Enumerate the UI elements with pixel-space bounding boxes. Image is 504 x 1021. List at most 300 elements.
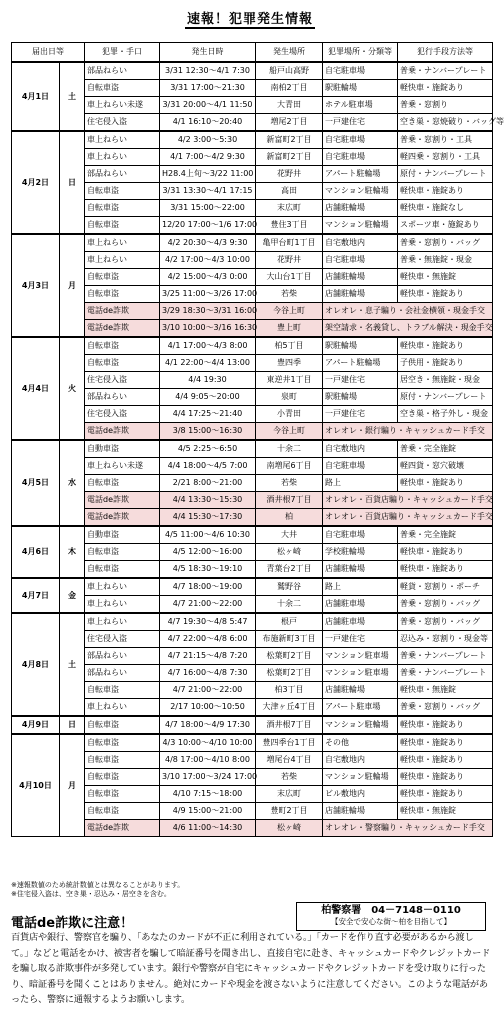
- place-cell: 末広町: [256, 786, 323, 803]
- time-cell: 4/7 19:30～4/8 5:47: [160, 613, 256, 631]
- place-cell: 花野井: [256, 252, 323, 269]
- day-group: [12, 734, 493, 837]
- table-row: [12, 509, 493, 527]
- method-cell: 空き巣・格子外し・現金: [398, 406, 493, 423]
- place-cell: 豊四季台1丁目: [256, 734, 323, 752]
- fraud-detail-cell: 架空請求・名義貸し、トラブル解決・現金手交: [323, 320, 493, 338]
- day-group: [12, 578, 493, 613]
- place-cell: 大津ヶ丘4丁目: [256, 699, 323, 717]
- crime-type-cell: 車上ねらい: [85, 234, 160, 252]
- method-cell: 軽四乗・窓割り・工具: [398, 149, 493, 166]
- day-group: [12, 613, 493, 716]
- table-row: [12, 372, 493, 389]
- method-cell: 軽快車・施錠あり: [398, 561, 493, 579]
- time-cell: 4/2 17:00～4/3 10:00: [160, 252, 256, 269]
- day-group: [12, 716, 493, 734]
- crime-type-cell: 部品ねらい: [85, 648, 160, 665]
- location-type-cell: マンション駐車場: [323, 648, 398, 665]
- place-cell: 柏: [256, 509, 323, 527]
- time-cell: 4/7 21:00～22:00: [160, 682, 256, 699]
- method-cell: 軽快車・施錠あり: [398, 769, 493, 786]
- method-cell: 軽快車・施錠あり: [398, 183, 493, 200]
- place-cell: 新富町2丁目: [256, 131, 323, 149]
- table-row: [12, 337, 493, 355]
- crime-type-cell: 部品ねらい: [85, 166, 160, 183]
- crime-table: [11, 42, 504, 837]
- time-cell: 4/8 17:00～4/10 8:00: [160, 752, 256, 769]
- method-cell: 軽快車・施錠あり: [398, 786, 493, 803]
- method-cell: 普乗・ナンバープレート: [398, 62, 493, 80]
- weekday-cell: 水: [60, 440, 85, 526]
- table-row: [12, 97, 493, 114]
- location-type-cell: マンション駐輪場: [323, 716, 398, 734]
- method-cell: 普乗・完全施錠: [398, 526, 493, 544]
- method-cell: 普乗・無施錠・現金: [398, 252, 493, 269]
- table-row: [12, 769, 493, 786]
- location-type-cell: マンション駐輪場: [323, 217, 398, 235]
- date-cell: 4月3日: [12, 234, 60, 337]
- method-cell: 軽快車・施錠あり: [398, 716, 493, 734]
- weekday-cell: 月: [60, 234, 85, 337]
- method-cell: 軽快車・施錠あり: [398, 286, 493, 303]
- crime-type-cell: 自転車盗: [85, 337, 160, 355]
- table-row: [12, 492, 493, 509]
- crime-type-cell: 住宅侵入盗: [85, 114, 160, 132]
- place-cell: 根戸: [256, 613, 323, 631]
- table-row: [12, 682, 493, 699]
- place-cell: 豊住3丁目: [256, 217, 323, 235]
- location-type-cell: ビル敷地内: [323, 786, 398, 803]
- table-row: [12, 699, 493, 717]
- crime-type-cell: 電話de詐欺: [85, 492, 160, 509]
- table-row: [12, 62, 493, 80]
- time-cell: 4/1 17:00～4/3 8:00: [160, 337, 256, 355]
- footnote: ※速報数値のため統計数値とは異なることがあります。: [11, 881, 185, 889]
- table-row: [12, 200, 493, 217]
- day-group: [12, 337, 493, 440]
- location-type-cell: アパート駐輪場: [323, 355, 398, 372]
- time-cell: 3/31 20:00～4/1 11:50: [160, 97, 256, 114]
- time-cell: 4/7 21:15～4/8 7:20: [160, 648, 256, 665]
- place-cell: 亀甲台町1丁目: [256, 234, 323, 252]
- place-cell: 酒井根7丁目: [256, 716, 323, 734]
- crime-type-cell: 自転車盗: [85, 217, 160, 235]
- time-cell: 4/2 3:00～5:30: [160, 131, 256, 149]
- weekday-cell: 日: [60, 131, 85, 234]
- table-row: [12, 734, 493, 752]
- table-header-row: [12, 43, 493, 63]
- crime-type-cell: 部品ねらい: [85, 62, 160, 80]
- table-row: [12, 114, 493, 132]
- table-row: [12, 578, 493, 596]
- crime-type-cell: 自動車盗: [85, 440, 160, 458]
- day-group: [12, 440, 493, 526]
- method-cell: 子供用・施錠あり: [398, 355, 493, 372]
- method-cell: 軽快車・無施錠: [398, 682, 493, 699]
- weekday-cell: 日: [60, 716, 85, 734]
- method-cell: 軽貨・窓割り・ポーチ: [398, 578, 493, 596]
- time-cell: H28.4上旬～3/22 11:00: [160, 166, 256, 183]
- location-type-cell: マンション駐輪場: [323, 183, 398, 200]
- crime-type-cell: 自転車盗: [85, 734, 160, 752]
- time-cell: 4/7 22:00～4/8 6:00: [160, 631, 256, 648]
- crime-type-cell: 自動車盗: [85, 526, 160, 544]
- time-cell: 2/21 8:00～21:00: [160, 475, 256, 492]
- time-cell: 3/8 15:00～16:30: [160, 423, 256, 441]
- place-cell: 豊町2丁目: [256, 803, 323, 820]
- location-type-cell: 店舗駐輪場: [323, 561, 398, 579]
- weekday-cell: 土: [60, 613, 85, 716]
- table-row: [12, 544, 493, 561]
- place-cell: 花野井: [256, 166, 323, 183]
- location-type-cell: 自宅駐車場: [323, 526, 398, 544]
- location-type-cell: 路上: [323, 475, 398, 492]
- date-cell: 4月4日: [12, 337, 60, 440]
- method-cell: 軽快車・施錠なし: [398, 200, 493, 217]
- table-row: [12, 526, 493, 544]
- time-cell: 12/20 17:00～1/6 17:00: [160, 217, 256, 235]
- table-row: [12, 561, 493, 579]
- time-cell: 3/25 11:00～3/26 17:00: [160, 286, 256, 303]
- place-cell: 末広町: [256, 200, 323, 217]
- table-row: [12, 217, 493, 235]
- date-cell: 4月6日: [12, 526, 60, 578]
- crime-type-cell: 車上ねらい: [85, 596, 160, 614]
- place-cell: 大青田: [256, 97, 323, 114]
- place-cell: 柏3丁目: [256, 682, 323, 699]
- place-cell: 船戸山高野: [256, 62, 323, 80]
- crime-type-cell: 自転車盗: [85, 183, 160, 200]
- location-type-cell: 自宅駐車場: [323, 62, 398, 80]
- table-row: [12, 406, 493, 423]
- table-row: [12, 458, 493, 475]
- method-cell: 軽快車・施錠あり: [398, 544, 493, 561]
- page-title: 速報！犯罪発生情報: [186, 12, 313, 27]
- location-type-cell: 駅駐輪場: [323, 337, 398, 355]
- table-row: [12, 613, 493, 631]
- table-row: [12, 80, 493, 97]
- location-type-cell: その他: [323, 734, 398, 752]
- table-row: [12, 355, 493, 372]
- crime-type-cell: 自転車盗: [85, 752, 160, 769]
- crime-type-cell: 電話de詐欺: [85, 509, 160, 527]
- place-cell: 泉町: [256, 389, 323, 406]
- place-cell: 若柴: [256, 475, 323, 492]
- table-row: [12, 166, 493, 183]
- method-cell: 普乗・ナンバープレート: [398, 665, 493, 682]
- time-cell: 4/7 16:00～4/8 7:30: [160, 665, 256, 682]
- crime-type-cell: 自転車盗: [85, 355, 160, 372]
- time-cell: 3/31 15:00～22:00: [160, 200, 256, 217]
- method-cell: 忍込み・窓割り・現金等: [398, 631, 493, 648]
- time-cell: 4/4 15:30～17:30: [160, 509, 256, 527]
- place-cell: 若柴: [256, 769, 323, 786]
- place-cell: 青葉台2丁目: [256, 561, 323, 579]
- place-cell: 高田: [256, 183, 323, 200]
- table-row: [12, 803, 493, 820]
- method-cell: 軽快車・施錠あり: [398, 337, 493, 355]
- method-cell: 軽快車・無施錠: [398, 269, 493, 286]
- time-cell: 4/3 10:00～4/10 10:00: [160, 734, 256, 752]
- method-cell: 普乗・窓割り・バッグ: [398, 596, 493, 614]
- place-cell: 豊四季: [256, 355, 323, 372]
- method-cell: 軽四貨・窓穴破壊: [398, 458, 493, 475]
- warning-title: 電話de詐欺に注意！: [11, 916, 134, 931]
- time-cell: 4/1 22:00～4/4 13:00: [160, 355, 256, 372]
- place-cell: 松ヶ崎: [256, 544, 323, 561]
- date-cell: 4月5日: [12, 440, 60, 526]
- place-cell: 南柏2丁目: [256, 80, 323, 97]
- fraud-detail-cell: オレオレ・警察騙り・キャッシュカード手交: [323, 820, 493, 837]
- location-type-cell: 学校駐輪場: [323, 544, 398, 561]
- place-cell: 十余二: [256, 440, 323, 458]
- footnote: ※住宅侵入盗は、空き巣・忍込み・居空きを含む。: [11, 890, 171, 898]
- table-row: [12, 269, 493, 286]
- header-place: 発生場所: [256, 43, 323, 63]
- method-cell: 普乗・ナンバープレート: [398, 648, 493, 665]
- time-cell: 4/7 18:00～19:00: [160, 578, 256, 596]
- table-row: [12, 303, 493, 320]
- fraud-detail-cell: オレオレ・息子騙り・会社金横領・現金手交: [323, 303, 493, 320]
- crime-type-cell: 住宅侵入盗: [85, 406, 160, 423]
- location-type-cell: 一戸建住宅: [323, 631, 398, 648]
- time-cell: 4/4 17:25～21:40: [160, 406, 256, 423]
- location-type-cell: 店舗駐輪場: [323, 803, 398, 820]
- place-cell: 増尾台4丁目: [256, 752, 323, 769]
- header-crime-type: 犯罪・手口: [85, 43, 160, 63]
- time-cell: 4/10 7:15～18:00: [160, 786, 256, 803]
- place-cell: 十余二: [256, 596, 323, 614]
- time-cell: 4/4 19:30: [160, 372, 256, 389]
- fraud-detail-cell: オレオレ・銀行騙り・キャッシュカード手交: [323, 423, 493, 441]
- method-cell: 原付・ナンバープレート: [398, 389, 493, 406]
- place-cell: 増尾2丁目: [256, 114, 323, 132]
- location-type-cell: 店舗駐車場: [323, 613, 398, 631]
- method-cell: 原付・ナンバープレート: [398, 166, 493, 183]
- time-cell: 4/5 11:00～4/6 10:30: [160, 526, 256, 544]
- fraud-detail-cell: オレオレ・百貨店騙り・キャッシュカード手交: [323, 509, 493, 527]
- method-cell: 普乗・完全施錠: [398, 440, 493, 458]
- location-type-cell: マンション駐車場: [323, 665, 398, 682]
- table-row: [12, 475, 493, 492]
- crime-type-cell: 自転車盗: [85, 269, 160, 286]
- table-row: [12, 423, 493, 441]
- method-cell: 軽快車・施錠あり: [398, 734, 493, 752]
- date-cell: 4月9日: [12, 716, 60, 734]
- location-type-cell: 自宅敷地内: [323, 440, 398, 458]
- location-type-cell: 駅駐輪場: [323, 389, 398, 406]
- time-cell: 4/1 7:00～4/2 9:30: [160, 149, 256, 166]
- crime-type-cell: 自転車盗: [85, 200, 160, 217]
- crime-type-cell: 自転車盗: [85, 80, 160, 97]
- place-cell: 柏5丁目: [256, 337, 323, 355]
- header-date: 届出日等: [12, 43, 85, 63]
- time-cell: 4/5 2:25～6:50: [160, 440, 256, 458]
- method-cell: 軽快車・施錠あり: [398, 752, 493, 769]
- time-cell: 3/31 13:30～4/1 17:15: [160, 183, 256, 200]
- location-type-cell: 一戸建住宅: [323, 406, 398, 423]
- date-cell: 4月8日: [12, 613, 60, 716]
- table-row: [12, 631, 493, 648]
- time-cell: 4/4 13:30～15:30: [160, 492, 256, 509]
- header-location-type: 犯罪場所・分類等: [323, 43, 398, 63]
- method-cell: スポーツ車・施錠あり: [398, 217, 493, 235]
- location-type-cell: アパート駐輪場: [323, 166, 398, 183]
- crime-type-cell: 部品ねらい: [85, 665, 160, 682]
- place-cell: 若柴: [256, 286, 323, 303]
- crime-type-cell: 部品ねらい: [85, 389, 160, 406]
- table-row: [12, 596, 493, 614]
- weekday-cell: 土: [60, 62, 85, 131]
- time-cell: 3/31 17:00～21:30: [160, 80, 256, 97]
- time-cell: 3/10 17:00～3/24 17:00: [160, 769, 256, 786]
- table-row: [12, 149, 493, 166]
- location-type-cell: ホテル駐車場: [323, 97, 398, 114]
- crime-type-cell: 電話de詐欺: [85, 320, 160, 338]
- table-row: [12, 286, 493, 303]
- table-row: [12, 234, 493, 252]
- method-cell: 居空き・無施錠・現金: [398, 372, 493, 389]
- header-time: 発生日時: [160, 43, 256, 63]
- table-row: [12, 252, 493, 269]
- time-cell: 4/7 18:00～4/9 17:30: [160, 716, 256, 734]
- place-cell: 松ヶ崎: [256, 820, 323, 837]
- table-row: [12, 786, 493, 803]
- crime-type-cell: 車上ねらい: [85, 613, 160, 631]
- table-row: [12, 665, 493, 682]
- weekday-cell: 木: [60, 526, 85, 578]
- time-cell: 4/1 16:10～20:40: [160, 114, 256, 132]
- crime-type-cell: 車上ねらい: [85, 131, 160, 149]
- place-cell: 大山台1丁目: [256, 269, 323, 286]
- place-cell: 布施新町3丁目: [256, 631, 323, 648]
- crime-type-cell: 住宅侵入盗: [85, 631, 160, 648]
- date-cell: 4月2日: [12, 131, 60, 234]
- fraud-detail-cell: オレオレ・百貨店騙り・キャッシュカード手交: [323, 492, 493, 509]
- crime-type-cell: 自転車盗: [85, 682, 160, 699]
- place-cell: 鷲野谷: [256, 578, 323, 596]
- table-row: [12, 752, 493, 769]
- crime-type-cell: 自転車盗: [85, 561, 160, 579]
- police-contact-box: [296, 902, 486, 931]
- crime-type-cell: 車上ねらい未遂: [85, 97, 160, 114]
- location-type-cell: 自宅敷地内: [323, 234, 398, 252]
- table-row: [12, 131, 493, 149]
- location-type-cell: 一戸建住宅: [323, 372, 398, 389]
- time-cell: 4/2 20:30～4/3 9:30: [160, 234, 256, 252]
- crime-type-cell: 自転車盗: [85, 803, 160, 820]
- table-row: [12, 320, 493, 338]
- method-cell: 軽快車・無施錠: [398, 803, 493, 820]
- time-cell: 4/9 15:00～21:00: [160, 803, 256, 820]
- time-cell: 4/5 18:30～19:10: [160, 561, 256, 579]
- location-type-cell: 駅駐輪場: [323, 80, 398, 97]
- location-type-cell: 一戸建住宅: [323, 114, 398, 132]
- method-cell: 軽快車・施錠あり: [398, 475, 493, 492]
- location-type-cell: 路上: [323, 578, 398, 596]
- police-slogan: 【安全で安心な街～柏を目指して】: [331, 917, 451, 926]
- place-cell: 松葉町2丁目: [256, 648, 323, 665]
- police-name-tel: 柏警察署 04－7148－0110: [321, 905, 461, 916]
- day-group: [12, 526, 493, 578]
- crime-type-cell: 電話de詐欺: [85, 423, 160, 441]
- time-cell: 4/7 21:00～22:00: [160, 596, 256, 614]
- place-cell: 豊上町: [256, 320, 323, 338]
- crime-type-cell: 車上ねらい: [85, 149, 160, 166]
- location-type-cell: 店舗駐輪場: [323, 269, 398, 286]
- method-cell: 空き巣・窓焼破り・バッグ等: [398, 114, 493, 132]
- crime-type-cell: 車上ねらい未遂: [85, 458, 160, 475]
- method-cell: 軽快車・施錠あり: [398, 80, 493, 97]
- location-type-cell: 自宅駐車場: [323, 131, 398, 149]
- location-type-cell: マンション駐輪場: [323, 769, 398, 786]
- location-type-cell: 自宅駐車場: [323, 458, 398, 475]
- time-cell: 3/10 10:00～3/16 16:30: [160, 320, 256, 338]
- time-cell: 3/29 18:30～3/31 16:00: [160, 303, 256, 320]
- warning-body: 百貨店や銀行、警察官を騙り、「あなたのカードが不正に利用されている。」「カードを作り直す必要があるから渡して。」などと電話をかけ、被害者を騙して暗証番号を聞き出し、直接自宅に赴き、キャッシュカードやクレジットカードを騙し取る詐欺事件が多発しています。銀行や警察が自宅にキャッシュカードやクレジットカードを受け取りに行ったり、暗証番号を聞くことはありません。絶対にカードや現金を渡さないように注意してください。このような電話があったら、警察に通報するようお願いします。: [11, 932, 491, 1005]
- weekday-cell: 金: [60, 578, 85, 613]
- header-method: 犯行手段方法等: [398, 43, 493, 63]
- place-cell: 酒井根7丁目: [256, 492, 323, 509]
- table-row: [12, 820, 493, 837]
- crime-type-cell: 自転車盗: [85, 286, 160, 303]
- location-type-cell: 自宅駐車場: [323, 252, 398, 269]
- date-cell: 4月10日: [12, 734, 60, 837]
- table-row: [12, 648, 493, 665]
- location-type-cell: アパート駐車場: [323, 699, 398, 717]
- day-group: [12, 234, 493, 337]
- method-cell: 普乗・窓割り・バッグ: [398, 699, 493, 717]
- day-group: [12, 131, 493, 234]
- crime-type-cell: 自転車盗: [85, 544, 160, 561]
- time-cell: 3/31 12:30～4/1 7:30: [160, 62, 256, 80]
- date-cell: 4月1日: [12, 62, 60, 131]
- time-cell: 4/4 9:05～20:00: [160, 389, 256, 406]
- weekday-cell: 火: [60, 337, 85, 440]
- crime-type-cell: 電話de詐欺: [85, 820, 160, 837]
- method-cell: 普乗・窓割り: [398, 97, 493, 114]
- method-cell: 普乗・窓割り・バッグ: [398, 613, 493, 631]
- place-cell: 南増尾6丁目: [256, 458, 323, 475]
- time-cell: 2/17 10:00～10:50: [160, 699, 256, 717]
- location-type-cell: 店舗駐車場: [323, 596, 398, 614]
- table-row: [12, 389, 493, 406]
- table-row: [12, 716, 493, 734]
- table-row: [12, 183, 493, 200]
- place-cell: 新富町2丁目: [256, 149, 323, 166]
- time-cell: 4/5 12:00～16:00: [160, 544, 256, 561]
- weekday-cell: 月: [60, 734, 85, 837]
- place-cell: 小青田: [256, 406, 323, 423]
- location-type-cell: 店舗駐輪場: [323, 286, 398, 303]
- crime-type-cell: 自転車盗: [85, 769, 160, 786]
- crime-type-cell: 車上ねらい: [85, 578, 160, 596]
- date-cell: 4月7日: [12, 578, 60, 613]
- crime-type-cell: 住宅侵入盗: [85, 372, 160, 389]
- location-type-cell: 店舗駐輪場: [323, 682, 398, 699]
- method-cell: 普乗・窓割り・工具: [398, 131, 493, 149]
- location-type-cell: 店舗駐輪場: [323, 200, 398, 217]
- crime-type-cell: 自転車盗: [85, 475, 160, 492]
- footnotes: [11, 881, 184, 899]
- crime-type-cell: 車上ねらい: [85, 252, 160, 269]
- place-cell: 大井: [256, 526, 323, 544]
- time-cell: 4/2 15:00～4/3 0:00: [160, 269, 256, 286]
- location-type-cell: 自宅敷地内: [323, 752, 398, 769]
- crime-type-cell: 車上ねらい: [85, 699, 160, 717]
- crime-type-cell: 自転車盗: [85, 716, 160, 734]
- day-group: [12, 62, 504, 131]
